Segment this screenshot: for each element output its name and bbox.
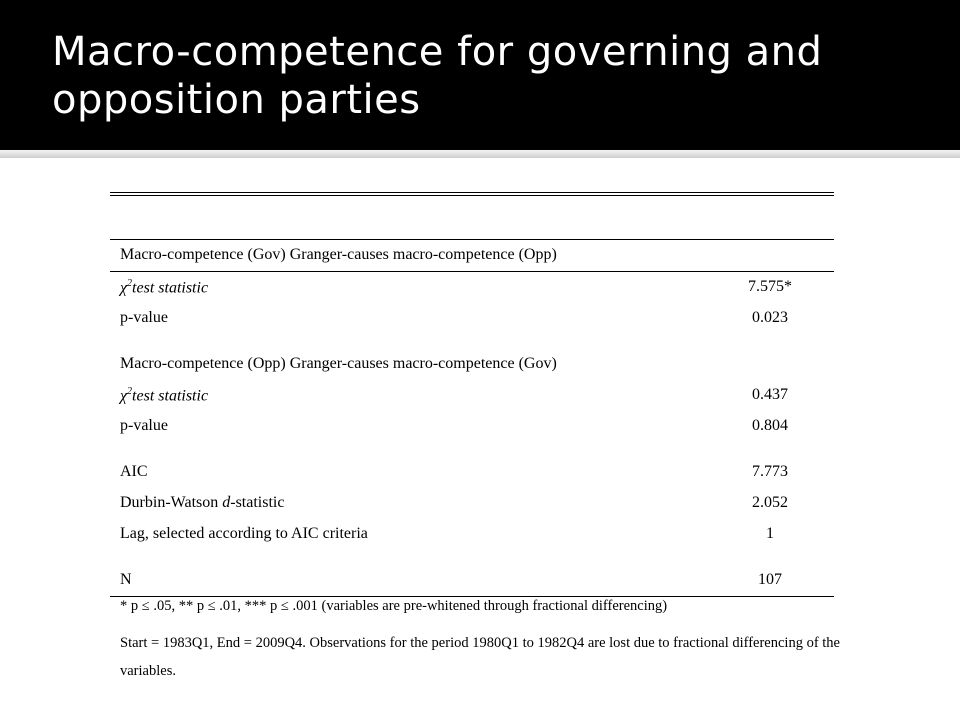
chi-label-text: test statistic [132, 387, 209, 405]
sample-note: Start = 1983Q1, End = 2009Q4. Observations for the period 1980Q1 to 1982Q4 are lost due to fractional differencing of the variables. [120, 635, 840, 679]
slide-title: Macro-competence for governing and opposition parties [52, 29, 823, 123]
significance-note: * p ≤ .05, ** p ≤ .01, *** p ≤ .001 (variables are pre-whitened through fractional differencing) [120, 598, 668, 614]
section1-heading: Macro-competence (Gov) Granger-causes macro-competence (Opp) [120, 246, 557, 263]
p-value-label: p-value [120, 417, 168, 434]
table-row [110, 565, 834, 596]
p-value-label: p-value [120, 309, 168, 326]
durbin-watson-label [120, 494, 284, 512]
aic-value: 7.773 [752, 463, 788, 480]
section-spacer [110, 334, 834, 349]
table-row [110, 411, 834, 442]
title-separator [0, 150, 960, 158]
dw-label-pre: Durbin-Watson [120, 494, 223, 511]
chi-square-value: 7.575* [748, 278, 792, 295]
chi-square-label: $\chi^2test$ statistic [120, 278, 209, 297]
chi-square-label: $\chi^2test$ statistic [120, 386, 209, 405]
table-bottom-rule [110, 596, 834, 597]
slide-content [0, 158, 960, 720]
dw-label-italic: d [222, 494, 231, 511]
aic-label: AIC [120, 463, 148, 480]
table-row [110, 488, 834, 519]
chi-square-value: 0.437 [752, 386, 788, 403]
section2-heading-row [110, 349, 834, 380]
table-row [110, 272, 834, 303]
section-spacer [110, 550, 834, 565]
table-header-spacer [110, 196, 834, 239]
section1-heading-row [110, 240, 834, 271]
table-notes [120, 598, 840, 685]
dw-label-post: -statistic [230, 494, 285, 511]
table-row [110, 380, 834, 411]
table-row [110, 303, 834, 334]
p-value: 0.804 [752, 417, 788, 434]
lag-label: Lag, selected according to AIC criteria [120, 525, 368, 542]
section-spacer [110, 442, 834, 457]
lag-value: 1 [766, 525, 774, 542]
durbin-watson-value: 2.052 [752, 494, 788, 511]
title-bar [0, 0, 960, 150]
n-value: 107 [758, 571, 782, 588]
n-label: N [120, 571, 132, 588]
chi-label-text: test statistic [132, 279, 209, 297]
p-value: 0.023 [752, 309, 788, 326]
results-table [110, 192, 834, 597]
table-row [110, 519, 834, 550]
table-row [110, 457, 834, 488]
section2-heading: Macro-competence (Opp) Granger-causes macro-competence (Gov) [120, 355, 557, 372]
